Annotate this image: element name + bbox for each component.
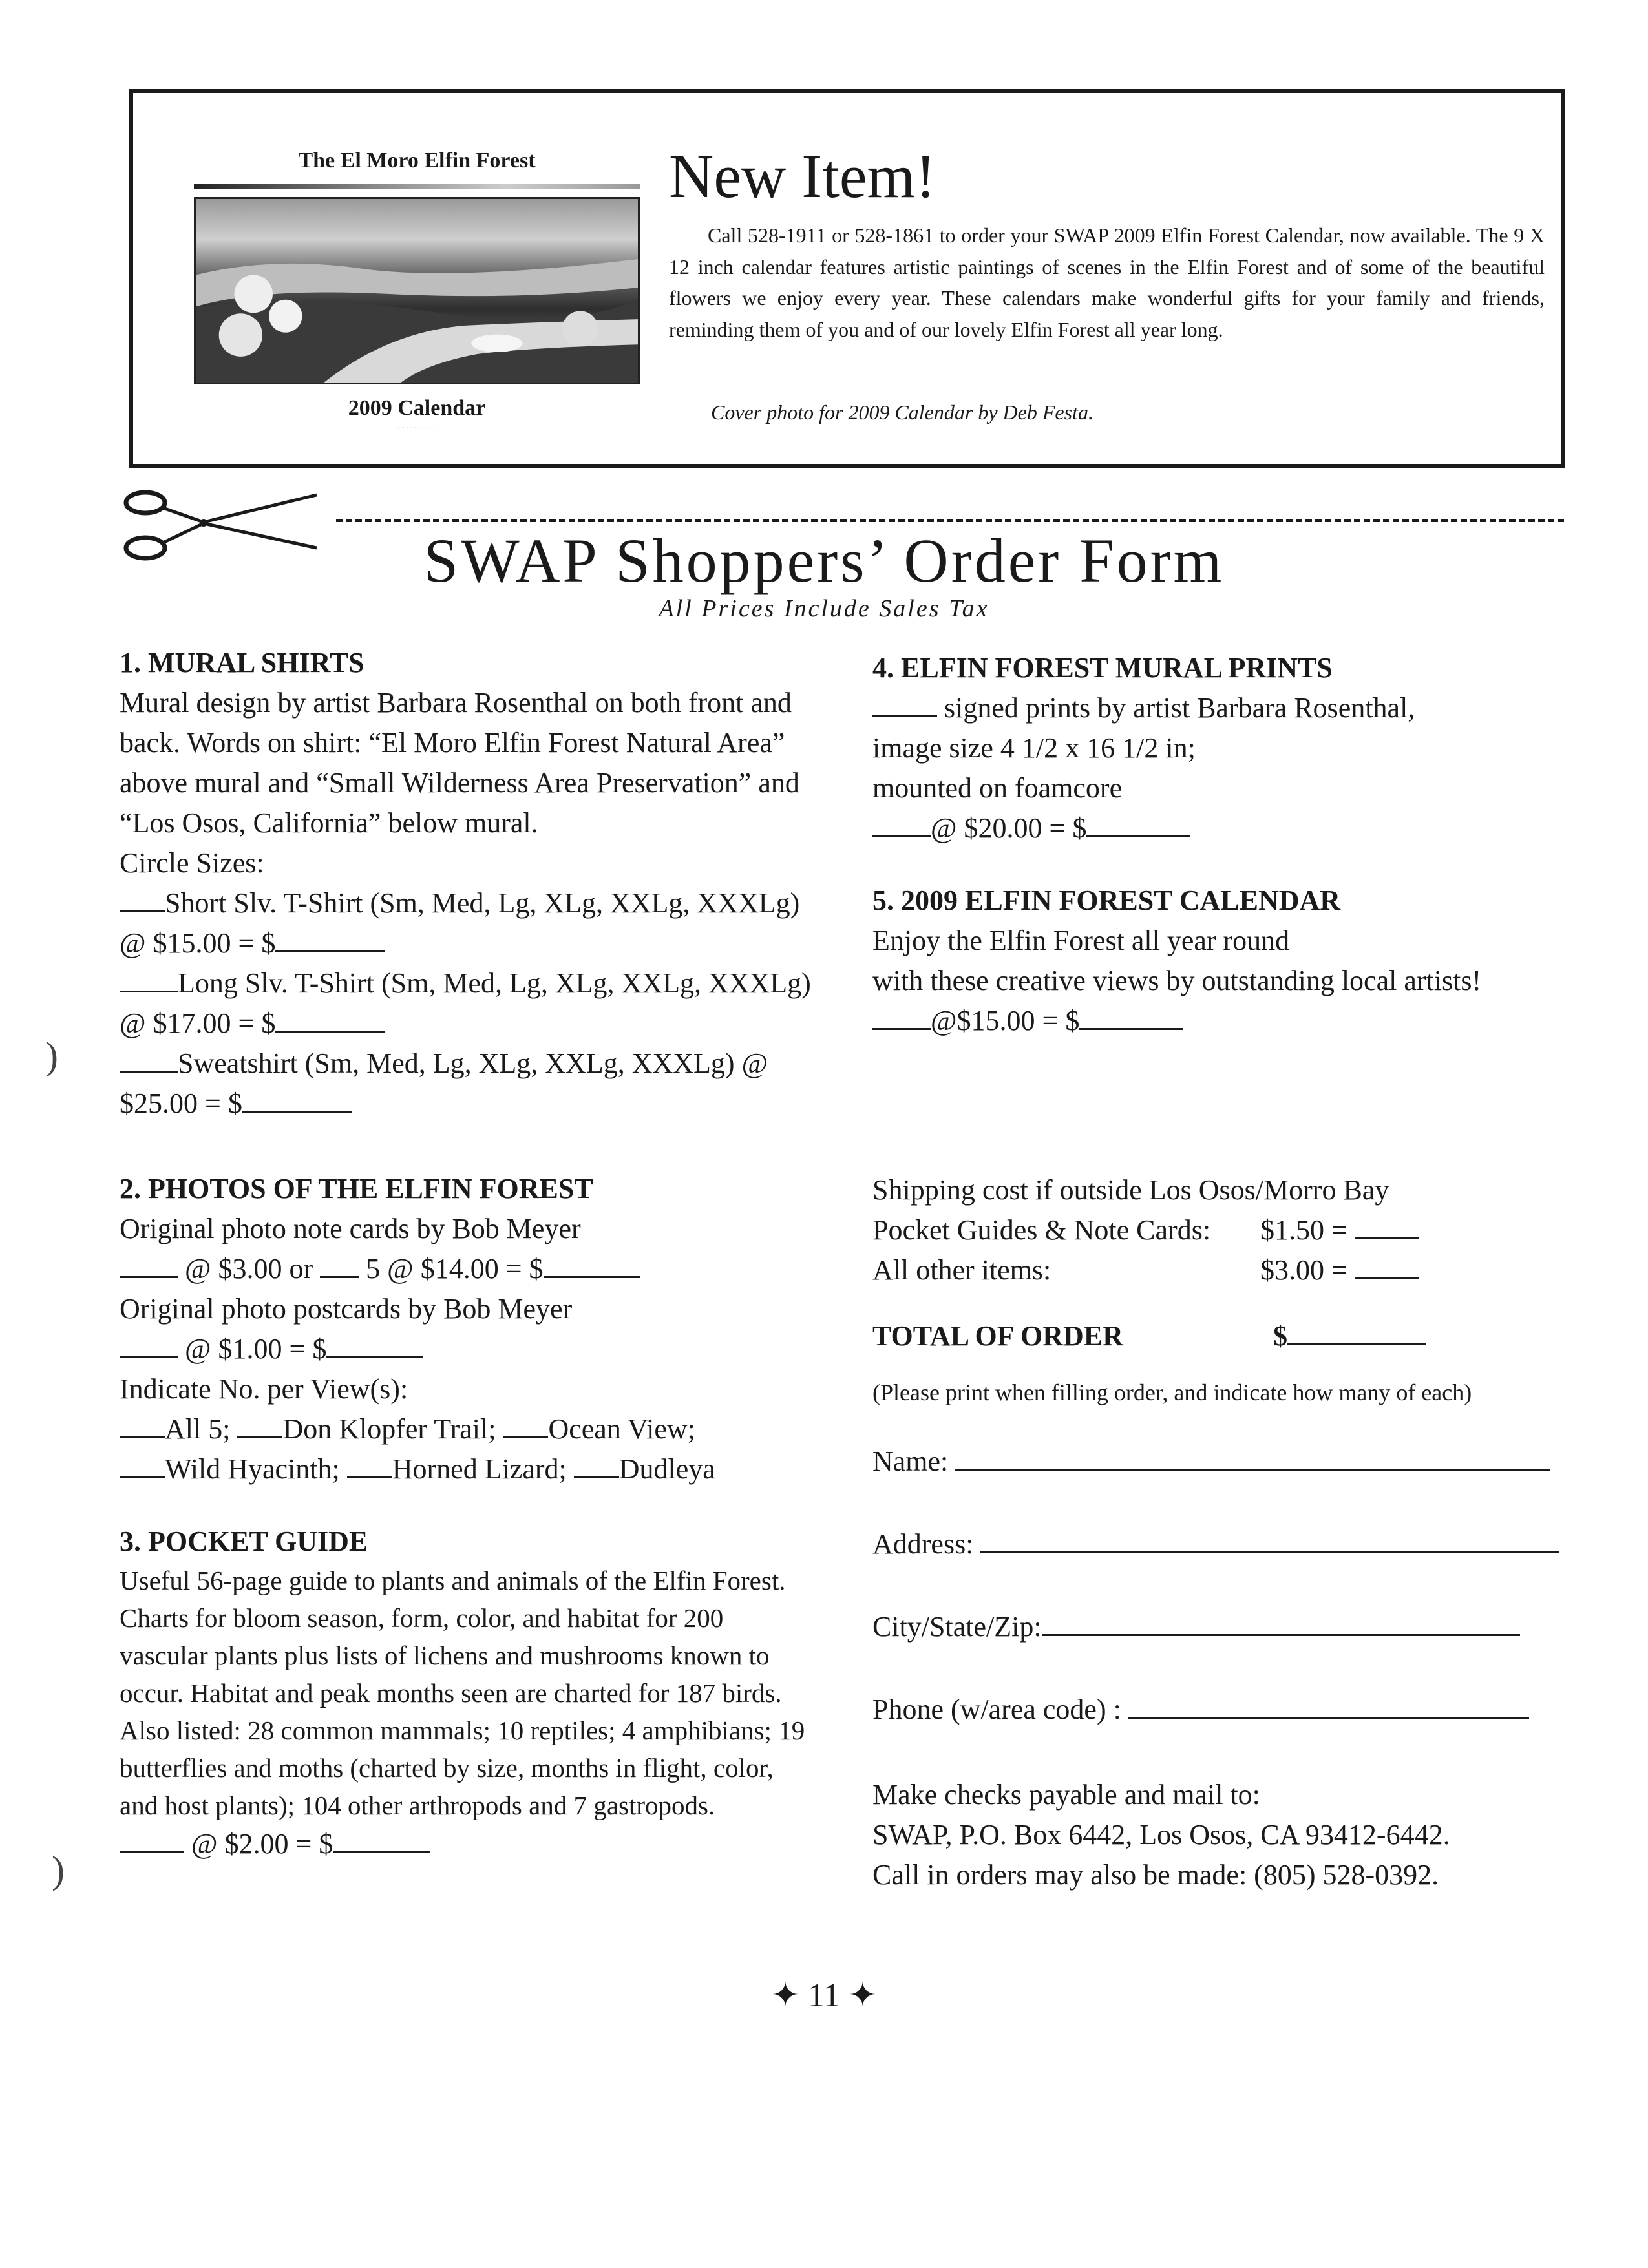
- pocket-guide-total-field[interactable]: [333, 1825, 430, 1853]
- views-line-2: [120, 1449, 818, 1489]
- view-ocean-field[interactable]: [503, 1411, 548, 1438]
- page-number: 11: [807, 1977, 841, 2014]
- calendar-cover-rule: [194, 184, 640, 189]
- scan-mark-paren: ): [45, 1034, 58, 1077]
- shipping-other-label: All other items:: [872, 1254, 1051, 1286]
- forest-scene-icon: [196, 199, 638, 383]
- scan-mark-paren-2: ): [52, 1849, 65, 1891]
- pocket-guide-line: [120, 1824, 818, 1864]
- section-heading-mural-prints: 4. ELFIN FOREST MURAL PRINTS: [872, 652, 1333, 684]
- circle-sizes-label: Circle Sizes:: [120, 847, 264, 879]
- new-item-heading: New Item!: [669, 142, 936, 211]
- sweatshirt-price: @ $25.00 = $: [120, 1047, 768, 1119]
- view-all: All 5;: [165, 1413, 231, 1445]
- calendar-line-price: [872, 1001, 1590, 1041]
- views-line-1: [120, 1409, 818, 1449]
- phone-field[interactable]: [1128, 1691, 1529, 1719]
- long-sleeve-price: @ $17.00 = $: [120, 1007, 276, 1039]
- right-column: [872, 648, 1590, 1895]
- note-cards-line: [120, 1249, 818, 1289]
- pocket-guide-price: @ $2.00 = $: [191, 1828, 333, 1860]
- short-sleeve-price: @ $15.00 = $: [120, 927, 276, 959]
- note-cards-set-qty-field[interactable]: [320, 1250, 359, 1278]
- mailing-line-3: Call in orders may also be made: (805) 528-0392.: [872, 1859, 1439, 1891]
- section-heading-pocket-guide: 3. POCKET GUIDE: [120, 1526, 368, 1557]
- cut-line: [336, 519, 1564, 522]
- section-heading-photos: 2. PHOTOS OF THE ELFIN FOREST: [120, 1173, 593, 1204]
- phone-line: [872, 1690, 1590, 1730]
- long-sleeve-line: [120, 963, 818, 1044]
- view-don-klopfer: Don Klopfer Trail;: [282, 1413, 496, 1445]
- new-item-description: Call 528-1911 or 528-1861 to order your SWAP 2009 Elfin Forest Calendar, now available. The 9 X 12 inch calendar features artistic paintings of scenes in the Elfin Forest and of some of the beautiful flowers we enjoy every year. These calendars make wonderful gifts for your family and friends, reminding them of you and of our lovely Elfin Forest all year long.: [669, 224, 1545, 341]
- name-line: [872, 1442, 1590, 1482]
- calendar-qty-field[interactable]: [872, 1002, 931, 1030]
- mural-prints-desc-2: image size 4 1/2 x 16 1/2 in;: [872, 732, 1196, 764]
- total-field[interactable]: [1287, 1318, 1426, 1345]
- mailing-line-1: Make checks payable and mail to:: [872, 1779, 1260, 1811]
- diamond-ornament-icon: ✦: [771, 1977, 799, 2014]
- calendar-cover-title: The El Moro Elfin Forest: [298, 149, 536, 173]
- view-don-klopfer-field[interactable]: [237, 1411, 282, 1438]
- calendar-cover-fine-print: · · · · · · · · · · · ·: [395, 425, 439, 432]
- calendar-cover-year: 2009 Calendar: [348, 396, 486, 420]
- shipping-heading: Shipping cost if outside Los Osos/Morro Bay: [872, 1174, 1389, 1206]
- calendar-cover-image: [194, 142, 640, 439]
- postcards-qty-field[interactable]: [120, 1330, 178, 1358]
- view-wild-hyacinth-field[interactable]: [120, 1451, 165, 1478]
- address-line: [872, 1524, 1590, 1564]
- address-label: Address:: [872, 1528, 974, 1560]
- view-horned-lizard: Horned Lizard;: [392, 1453, 567, 1485]
- forest-painting: [194, 197, 640, 384]
- calendar-price: @$15.00 = $: [931, 1005, 1080, 1036]
- left-column: [120, 643, 818, 1864]
- postcards-label: Original photo postcards by Bob Meyer: [120, 1293, 573, 1325]
- note-cards-qty-field[interactable]: [120, 1250, 178, 1278]
- short-sleeve-name: Short Slv. T-Shirt (Sm, Med, Lg, XLg, XXLg, XXXLg): [165, 887, 800, 919]
- shipping-guides-line: [872, 1210, 1590, 1250]
- mural-prints-qty-field[interactable]: [872, 689, 937, 717]
- name-field[interactable]: [955, 1443, 1550, 1471]
- shipping-guides-label: Pocket Guides & Note Cards:: [872, 1214, 1211, 1246]
- city-label: City/State/Zip:: [872, 1611, 1042, 1643]
- form-title: SWAP Shoppers’ Order Form: [423, 526, 1225, 595]
- note-cards-total-field[interactable]: [544, 1250, 640, 1278]
- shipping-other-price: $3.00 =: [1260, 1254, 1347, 1286]
- long-sleeve-qty-field[interactable]: [120, 965, 178, 992]
- section-heading-mural-shirts: 1. MURAL SHIRTS: [120, 647, 364, 678]
- short-sleeve-line: [120, 883, 818, 963]
- sweatshirt-qty-field[interactable]: [120, 1045, 178, 1073]
- postcards-line: [120, 1329, 818, 1369]
- mailing-line-2: SWAP, P.O. Box 6442, Los Osos, CA 93412-6442.: [872, 1819, 1450, 1851]
- view-wild-hyacinth: Wild Hyacinth;: [165, 1453, 340, 1485]
- mural-shirts-description: Mural design by artist Barbara Rosenthal on both front and back. Words on shirt: “El Moro Elfin Forest Natural Area” above mural and “Small Wilderness Area Preservation” and “Los Osos, California” below mural.: [120, 687, 799, 839]
- pocket-guide-description: Useful 56-page guide to plants and animals of the Elfin Forest. Charts for bloom season, form, color, and habitat for 200 vascular plants plus lists of lichens and mushrooms known to occur. Habitat and peak months seen are charted for 187 birds. Also listed: 28 common mammals; 10 reptiles; 4 amphibians; 19 butterflies and moths (charted by size, months in flight, color, and host plants); 104 other arthropods and 7 gastropods.: [120, 1566, 805, 1820]
- address-field[interactable]: [980, 1526, 1559, 1553]
- sweatshirt-line: [120, 1044, 818, 1124]
- city-line: [872, 1607, 1590, 1647]
- note-cards-price-single: @ $3.00 or: [185, 1253, 313, 1285]
- shipping-other-line: [872, 1250, 1590, 1290]
- shipping-other-field[interactable]: [1355, 1252, 1419, 1279]
- view-ocean: Ocean View;: [548, 1413, 695, 1445]
- view-dudleya-field[interactable]: [574, 1451, 619, 1478]
- view-dudleya: Dudleya: [618, 1453, 715, 1485]
- long-sleeve-total-field[interactable]: [275, 1005, 385, 1033]
- form-subtitle: All Prices Include Sales Tax: [659, 595, 989, 622]
- pocket-guide-qty-field[interactable]: [120, 1825, 184, 1853]
- sweatshirt-total-field[interactable]: [242, 1085, 352, 1113]
- mural-prints-total-field[interactable]: [1086, 810, 1190, 837]
- shipping-guides-price: $1.50 =: [1260, 1214, 1347, 1246]
- calendar-desc-1: Enjoy the Elfin Forest all year round: [872, 925, 1290, 956]
- long-sleeve-name: Long Slv. T-Shirt (Sm, Med, Lg, XLg, XXLg, XXXLg): [178, 967, 811, 999]
- mural-prints-desc-3: mounted on foamcore: [872, 772, 1123, 804]
- total-currency: $: [1273, 1320, 1287, 1352]
- section-heading-calendar: 5. 2009 ELFIN FOREST CALENDAR: [872, 885, 1341, 916]
- short-sleeve-total-field[interactable]: [275, 925, 385, 952]
- print-instructions: (Please print when filling order, and indicate how many of each): [872, 1380, 1472, 1405]
- mural-prints-desc-1: signed prints by artist Barbara Rosenthal,: [944, 692, 1415, 724]
- view-horned-lizard-field[interactable]: [347, 1451, 392, 1478]
- short-sleeve-qty-field[interactable]: [120, 885, 165, 912]
- city-field[interactable]: [1042, 1608, 1520, 1636]
- note-cards-label: Original photo note cards by Bob Meyer: [120, 1213, 581, 1244]
- total-label: TOTAL OF ORDER: [872, 1320, 1123, 1352]
- phone-label: Phone (w/area code) :: [872, 1694, 1121, 1725]
- postcards-total-field[interactable]: [326, 1330, 423, 1358]
- mural-prints-price: @ $20.00 = $: [931, 812, 1087, 844]
- name-label: Name:: [872, 1445, 949, 1477]
- view-all-field[interactable]: [120, 1411, 165, 1438]
- mural-prints-line-price: [872, 808, 1590, 848]
- shipping-guides-field[interactable]: [1355, 1212, 1419, 1239]
- postcards-price: @ $1.00 = $: [185, 1333, 327, 1365]
- page-number-line: [0, 1976, 1648, 2015]
- mural-prints-line-1: [872, 688, 1590, 728]
- calendar-total-field[interactable]: [1079, 1002, 1183, 1030]
- sweatshirt-name: Sweatshirt (Sm, Med, Lg, XLg, XXLg, XXXLg): [178, 1047, 735, 1079]
- diamond-ornament-icon: ✦: [849, 1977, 877, 2014]
- note-cards-price-set: 5 @ $14.00 = $: [366, 1253, 544, 1285]
- mural-prints-count-field[interactable]: [872, 810, 931, 837]
- views-label: Indicate No. per View(s):: [120, 1373, 408, 1405]
- calendar-desc-2: with these creative views by outstanding local artists!: [872, 965, 1482, 996]
- total-line: [872, 1316, 1590, 1356]
- cover-photo-credit: Cover photo for 2009 Calendar by Deb Festa.: [711, 401, 1093, 424]
